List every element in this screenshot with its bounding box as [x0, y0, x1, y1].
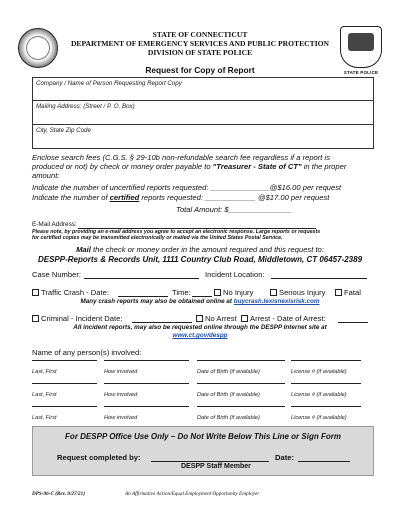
case-number-input[interactable]	[84, 278, 199, 279]
person-column-label: How involved	[104, 369, 138, 375]
traffic-time-label: Time:	[172, 288, 191, 297]
person-row-input[interactable]	[197, 383, 285, 384]
criminal-label: Criminal - Incident Date:	[41, 314, 123, 323]
serious-injury-option	[270, 288, 325, 297]
email-note-line-1: Please note, by providing an e-mail address you agree to accept an electronic response. Large reports or requests	[32, 229, 321, 235]
traffic-crash-checkbox[interactable]	[32, 289, 39, 296]
criminal-row	[32, 314, 122, 323]
office-date-input[interactable]	[298, 461, 350, 462]
no-arrest-checkbox[interactable]	[196, 315, 203, 322]
incident-note-text: All incident reports, may also be requested online through the DESPP Internet site at	[73, 324, 327, 331]
fees-line-2-end: in the proper	[301, 162, 347, 171]
person-row-input[interactable]	[104, 383, 189, 384]
traffic-crash-row	[32, 288, 109, 297]
serious-injury-checkbox[interactable]	[270, 289, 277, 296]
eoe-statement: An Affirmative Action/Equal Employment Opportunity Employer	[125, 491, 260, 497]
person-row-input[interactable]	[104, 406, 189, 407]
state-name: STATE OF CONNECTICUT	[152, 30, 248, 39]
person-column-label: Last, First	[32, 392, 57, 398]
badge-caption: STATE POLICE	[343, 70, 379, 75]
mail-word: Mail	[76, 245, 91, 254]
fatal-label: Fatal	[344, 288, 361, 297]
company-field[interactable]: Company / Name of Person Requesting Report Copy	[32, 77, 374, 101]
email-label: E-Mail Address:	[32, 221, 77, 228]
no-injury-option	[214, 288, 253, 297]
department-name: DEPARTMENT OF EMERGENCY SERVICES AND PUBLIC PROTECTION	[70, 39, 330, 48]
mail-instructions-text: the check or money order in the amount required and this request to:	[90, 245, 324, 254]
arrest-label: Arrest - Date of Arrest:	[250, 314, 326, 323]
fees-line-2	[32, 162, 377, 171]
city-state-zip-field[interactable]: City, State Zip Code	[32, 125, 374, 149]
staff-member-label: DESPP Staff Member	[181, 463, 251, 470]
no-injury-label: No Injury	[223, 288, 254, 297]
badge-emblem	[348, 33, 374, 51]
person-row-input[interactable]	[291, 406, 361, 407]
person-row-input[interactable]	[197, 406, 285, 407]
crash-note-text: Many crash reports may also be obtained online at	[80, 298, 234, 305]
completed-by-input[interactable]	[151, 461, 269, 462]
traffic-time-input[interactable]	[192, 296, 212, 297]
person-row-input[interactable]	[291, 383, 361, 384]
fees-line-2-text: produced or not) by check or money order payable to	[32, 162, 213, 171]
person-column-label: How involved	[104, 392, 138, 398]
agency-header	[50, 30, 350, 57]
total-amount-line[interactable]: Total Amount: $_______________	[176, 205, 292, 214]
criminal-date-input[interactable]	[132, 322, 192, 323]
incident-online-note	[0, 324, 400, 340]
no-arrest-label: No Arrest	[205, 314, 237, 323]
buycrash-link[interactable]: buycrash.lexisnexisrisk.com	[233, 298, 320, 305]
division-name: DIVISION OF STATE POLICE	[147, 48, 253, 57]
fatal-option	[335, 288, 361, 297]
office-use-box	[32, 426, 374, 476]
office-use-title: For DESPP Office Use Only – Do Not Write Below This Line or Sign Form	[65, 432, 341, 441]
person-column-label: License # (if available)	[291, 392, 347, 398]
uncertified-count-line[interactable]: Indicate the number of uncertified reports requested: ______________@$16.00 per request	[32, 183, 342, 192]
incident-location-input[interactable]	[271, 278, 367, 279]
email-note-line-2: for certified copies may be transmitted electronically or mailed via the United States Postal Service.	[32, 235, 283, 242]
persons-involved-label: Name of any person(s) involved:	[32, 348, 142, 357]
traffic-date-input[interactable]	[118, 296, 168, 297]
certified-pre: Indicate the number of	[32, 193, 110, 202]
person-column-label: License # (if available)	[291, 369, 347, 375]
person-column-label: How involved	[104, 415, 138, 421]
person-column-label: Date of Birth (if available)	[197, 369, 260, 375]
no-arrest-option	[196, 314, 237, 323]
person-row-input[interactable]	[32, 360, 97, 361]
incident-location-label: Incident Location:	[205, 270, 265, 279]
form-title: Request for Copy of Report	[145, 65, 255, 75]
completed-by-label: Request completed by:	[57, 453, 141, 462]
serious-injury-label: Serious Injury	[279, 288, 326, 297]
mail-instructions	[0, 245, 400, 254]
payee-name: "Treasurer - State of CT"	[212, 162, 302, 171]
email-note	[32, 229, 377, 242]
person-column-label: Last, First	[32, 415, 57, 421]
certified-post: reports requested: ____________ @$17.00 per request	[139, 193, 330, 202]
fees-instructions	[32, 153, 377, 180]
arrest-checkbox[interactable]	[241, 315, 248, 322]
fees-line-1: Enclose search fees (C.G.S. § 29-10b non-refundable search fee regardless if a report is	[32, 153, 331, 162]
fees-line-3: amount:	[32, 171, 60, 180]
office-date-label: Date:	[275, 453, 294, 462]
mailing-destination: DESPP-Reports & Records Unit, 1111 Country Club Road, Middletown, CT 06457-2389	[37, 255, 363, 264]
arrest-option	[241, 314, 326, 323]
person-row-input[interactable]	[197, 360, 285, 361]
fatal-checkbox[interactable]	[335, 289, 342, 296]
arrest-date-input[interactable]	[338, 322, 368, 323]
traffic-crash-label: Traffic Crash - Date:	[41, 288, 109, 297]
certified-count-line[interactable]	[32, 193, 329, 202]
despp-link[interactable]: www.ct.gov/despp	[172, 332, 228, 339]
person-row-input[interactable]	[291, 360, 361, 361]
person-row-input[interactable]	[32, 406, 97, 407]
certified-word: certified	[109, 193, 140, 202]
person-column-label: Date of Birth (if available)	[197, 415, 260, 421]
person-row-input[interactable]	[104, 360, 189, 361]
criminal-checkbox[interactable]	[32, 315, 39, 322]
crash-online-note	[0, 298, 400, 305]
person-row-input[interactable]	[32, 383, 97, 384]
no-injury-checkbox[interactable]	[214, 289, 221, 296]
person-column-label: Last, First	[32, 369, 57, 375]
form-number: DPS-96-C (Rev. 9/27/21)	[32, 491, 85, 497]
case-number-label: Case Number:	[32, 270, 81, 279]
person-column-label: Date of Birth (if available)	[197, 392, 260, 398]
mailing-address-field[interactable]: Mailing Address: (Street / P. O. Box)	[32, 101, 374, 125]
person-column-label: License # (if available)	[291, 415, 347, 421]
